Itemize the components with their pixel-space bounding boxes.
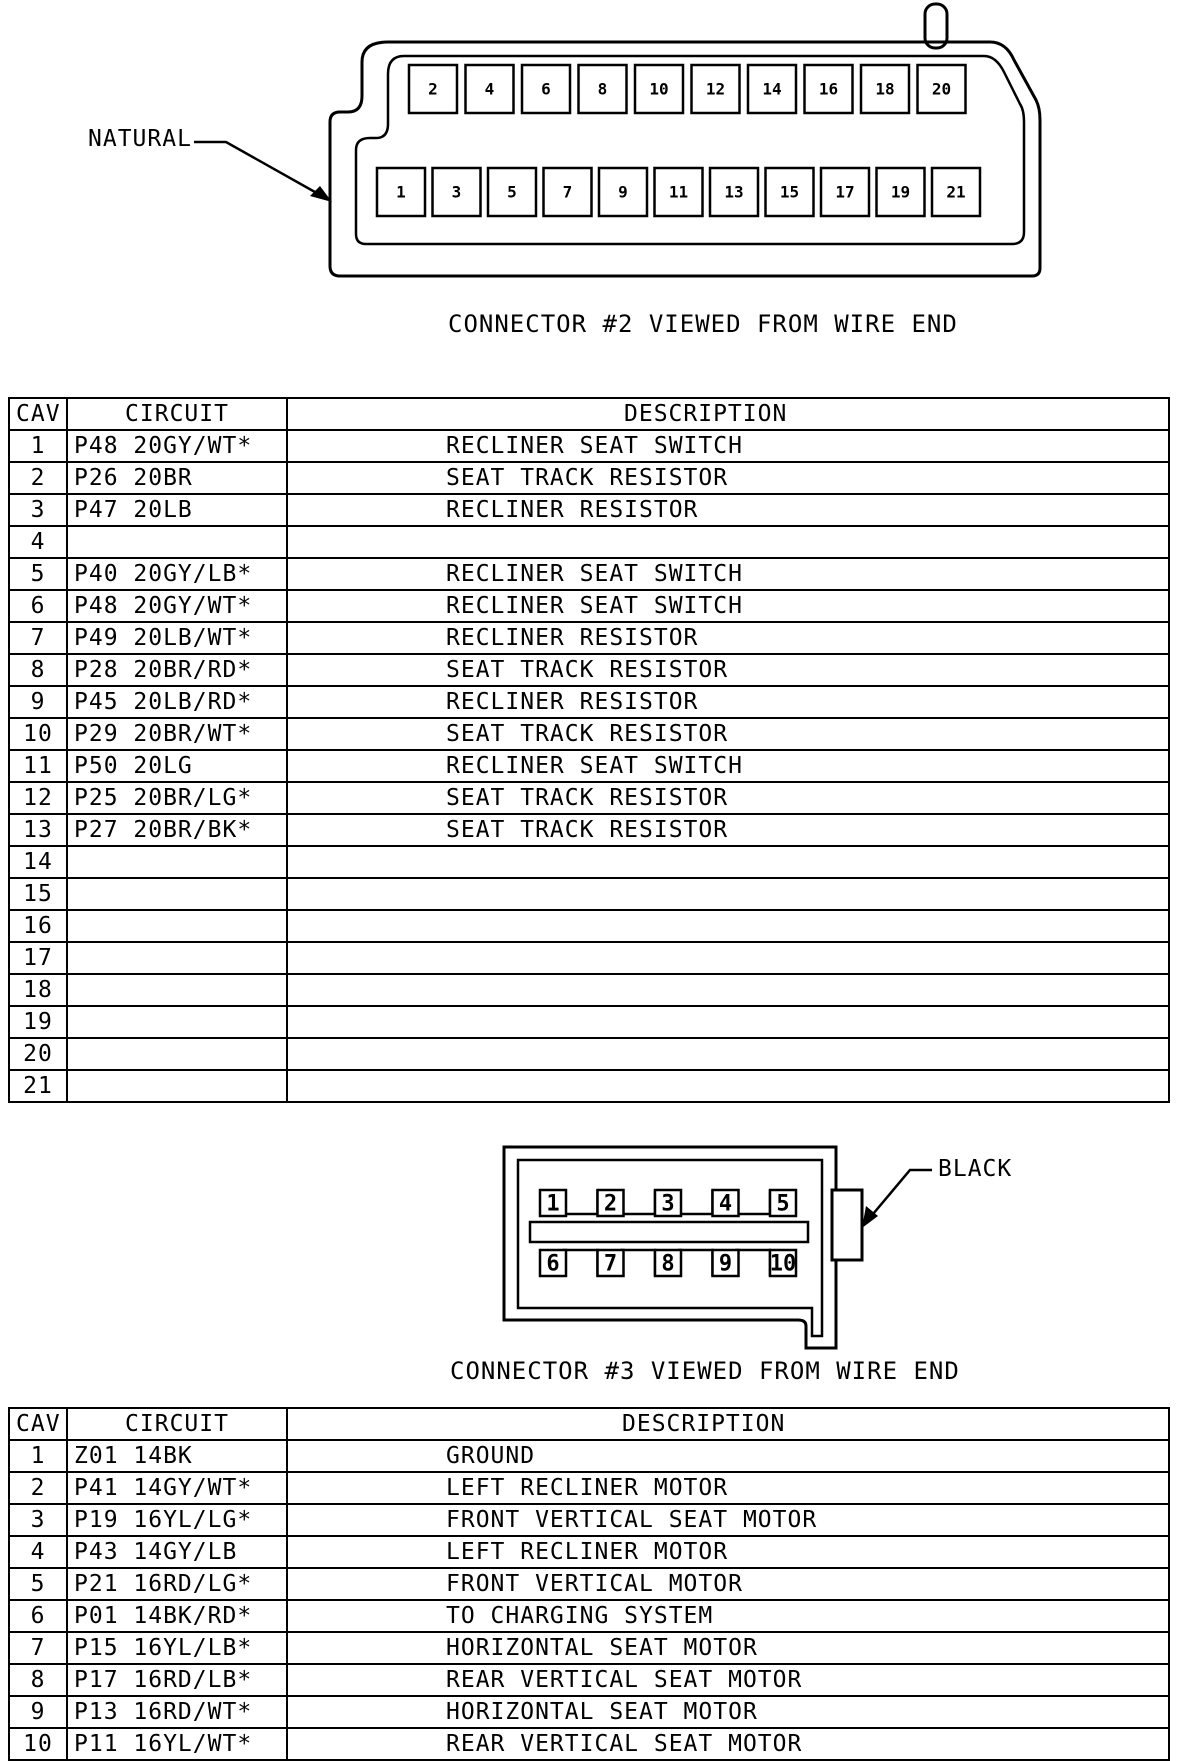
cavity-number: 1 (396, 182, 406, 202)
cavity-pin (466, 65, 514, 113)
natural-color-label: NATURAL (88, 126, 192, 152)
cavity-number: 6 (546, 1251, 560, 1277)
cav-cell: 4 (9, 526, 67, 558)
cavity-pin (655, 168, 703, 216)
description-cell: HORIZONTAL SEAT MOTOR (287, 1632, 1169, 1664)
cavity-pin (540, 1250, 566, 1277)
cavity-number: 20 (931, 79, 952, 99)
circuit-cell (67, 526, 287, 558)
cav-cell: 17 (9, 942, 67, 974)
cavity-pin (805, 65, 853, 113)
cav-cell: 11 (9, 750, 67, 782)
description-cell: REAR VERTICAL SEAT MOTOR (287, 1728, 1169, 1760)
circuit-cell: P50 20LG (67, 750, 287, 782)
description-cell: RECLINER SEAT SWITCH (287, 750, 1169, 782)
table-row (9, 1006, 1169, 1038)
cav-header: CAV (9, 398, 67, 430)
circuit-cell: P48 20GY/WT* (67, 590, 287, 622)
table-row (9, 654, 1169, 686)
natural-leader-arrow (194, 142, 322, 196)
description-cell: TO CHARGING SYSTEM (287, 1600, 1169, 1632)
cav-cell: 10 (9, 1728, 67, 1760)
connector-3-pinout-table (8, 1407, 1170, 1761)
cavity-pin (692, 65, 740, 113)
table-row (9, 814, 1169, 846)
description-cell: RECLINER RESISTOR (287, 494, 1169, 526)
cavity-pin (655, 1250, 681, 1277)
cavity-pin (770, 1250, 797, 1277)
table-row (9, 1070, 1169, 1102)
table-row (9, 1664, 1169, 1696)
table-row (9, 558, 1169, 590)
cavity-number: 17 (835, 182, 855, 202)
cavity-pin (655, 1190, 681, 1217)
cavity-number: 11 (668, 182, 689, 202)
description-cell (287, 878, 1169, 910)
description-header: DESCRIPTION (287, 1408, 1169, 1440)
circuit-cell (67, 1006, 287, 1038)
cavity-number: 10 (649, 79, 669, 99)
cavity-number: 21 (946, 182, 966, 202)
description-cell (287, 1006, 1169, 1038)
cavity-number: 13 (724, 182, 744, 202)
cavity-pin (932, 168, 980, 216)
cavity-pin (377, 168, 425, 216)
circuit-cell: P19 16YL/LG* (67, 1504, 287, 1536)
cav-cell: 4 (9, 1536, 67, 1568)
cav-cell: 5 (9, 558, 67, 590)
cavity-pin (488, 168, 536, 216)
circuit-cell: P28 20BR/RD* (67, 654, 287, 686)
circuit-cell (67, 1038, 287, 1070)
cav-cell: 1 (9, 430, 67, 462)
circuit-cell: P26 20BR (67, 462, 287, 494)
description-cell: RECLINER SEAT SWITCH (287, 430, 1169, 462)
table-row (9, 846, 1169, 878)
cav-cell: 10 (9, 718, 67, 750)
cavity-number: 9 (718, 1251, 733, 1277)
cav-cell: 20 (9, 1038, 67, 1070)
cavity-pin (598, 1190, 624, 1217)
description-cell: LEFT RECLINER MOTOR (287, 1536, 1169, 1568)
circuit-header: CIRCUIT (67, 1408, 287, 1440)
description-cell: LEFT RECLINER MOTOR (287, 1472, 1169, 1504)
cavity-number: 4 (718, 1191, 733, 1217)
connector-2-bottom-row-cavities (377, 168, 980, 216)
cavity-number: 5 (507, 182, 517, 202)
description-cell (287, 942, 1169, 974)
cavity-number: 3 (451, 182, 462, 202)
description-cell: SEAT TRACK RESISTOR (287, 654, 1169, 686)
cavity-number: 15 (779, 182, 800, 202)
cav-cell: 1 (9, 1440, 67, 1472)
circuit-header: CIRCUIT (67, 398, 287, 430)
cavity-pin (540, 1190, 566, 1217)
cavity-number: 6 (541, 79, 551, 99)
description-cell: SEAT TRACK RESISTOR (287, 782, 1169, 814)
cavity-pin (713, 1190, 739, 1217)
circuit-cell: P40 20GY/LB* (67, 558, 287, 590)
cav-cell: 19 (9, 1006, 67, 1038)
table-row (9, 1728, 1169, 1760)
table-row (9, 686, 1169, 718)
circuit-cell (67, 1070, 287, 1102)
table-row (9, 1504, 1169, 1536)
cavity-number: 4 (484, 79, 495, 99)
cavity-pin (599, 168, 647, 216)
table-row (9, 750, 1169, 782)
table-row (9, 494, 1169, 526)
description-cell: RECLINER SEAT SWITCH (287, 558, 1169, 590)
circuit-cell (67, 878, 287, 910)
circuit-cell (67, 846, 287, 878)
cavity-number: 8 (597, 79, 608, 99)
description-cell: FRONT VERTICAL SEAT MOTOR (287, 1504, 1169, 1536)
cavity-number: 8 (661, 1251, 675, 1277)
circuit-cell: P45 20LB/RD* (67, 686, 287, 718)
cav-cell: 3 (9, 1504, 67, 1536)
cavity-pin (748, 65, 796, 113)
table-row (9, 718, 1169, 750)
cavity-number: 1 (546, 1191, 560, 1217)
cav-cell: 2 (9, 462, 67, 494)
cav-cell: 7 (9, 1632, 67, 1664)
circuit-cell: P11 16YL/WT* (67, 1728, 287, 1760)
cavity-pin (544, 168, 592, 216)
cav-cell: 14 (9, 846, 67, 878)
cav-cell: 13 (9, 814, 67, 846)
cavity-number: 19 (890, 182, 911, 202)
cavity-number: 9 (618, 182, 628, 202)
description-cell: REAR VERTICAL SEAT MOTOR (287, 1664, 1169, 1696)
cavity-number: 16 (818, 79, 839, 99)
description-cell: GROUND (287, 1440, 1169, 1472)
circuit-cell: P41 14GY/WT* (67, 1472, 287, 1504)
connector-3-bottom-row-cavities (540, 1250, 796, 1277)
circuit-cell: P48 20GY/WT* (67, 430, 287, 462)
circuit-cell: P29 20BR/WT* (67, 718, 287, 750)
cav-cell: 9 (9, 1696, 67, 1728)
circuit-cell: P49 20LB/WT* (67, 622, 287, 654)
cavity-pin (713, 1250, 739, 1277)
description-cell: RECLINER RESISTOR (287, 622, 1169, 654)
cavity-pin (918, 65, 966, 113)
cavity-pin (579, 65, 627, 113)
cavity-number: 5 (776, 1191, 790, 1217)
cavity-number: 2 (428, 79, 438, 99)
cavity-number: 7 (603, 1251, 618, 1277)
circuit-cell: P47 20LB (67, 494, 287, 526)
cav-cell: 12 (9, 782, 67, 814)
cav-header: CAV (9, 1408, 67, 1440)
cav-cell: 9 (9, 686, 67, 718)
cavity-number: 12 (705, 79, 726, 99)
table-row (9, 1472, 1169, 1504)
circuit-cell: P15 16YL/LB* (67, 1632, 287, 1664)
description-cell (287, 526, 1169, 558)
cavity-number: 7 (562, 182, 573, 202)
table-row (9, 1600, 1169, 1632)
connector-2-caption: CONNECTOR #2 VIEWED FROM WIRE END (448, 310, 958, 338)
description-header: DESCRIPTION (287, 398, 1169, 430)
description-cell (287, 1038, 1169, 1070)
cav-cell: 15 (9, 878, 67, 910)
table-row (9, 462, 1169, 494)
cavity-pin (821, 168, 869, 216)
description-cell: SEAT TRACK RESISTOR (287, 462, 1169, 494)
cavity-pin (433, 168, 481, 216)
circuit-cell (67, 910, 287, 942)
cavity-pin (861, 65, 909, 113)
cav-cell: 7 (9, 622, 67, 654)
circuit-cell: P17 16RD/LB* (67, 1664, 287, 1696)
table-row (9, 910, 1169, 942)
circuit-cell: P13 16RD/WT* (67, 1696, 287, 1728)
table-row (9, 526, 1169, 558)
cav-cell: 16 (9, 910, 67, 942)
cav-cell: 21 (9, 1070, 67, 1102)
table-row (9, 1696, 1169, 1728)
cavity-pin (766, 168, 814, 216)
table-row (9, 1568, 1169, 1600)
black-color-label: BLACK (938, 1156, 1013, 1182)
cavity-pin (770, 1190, 796, 1217)
cavity-number: 2 (603, 1191, 618, 1217)
cavity-number: 18 (875, 79, 895, 99)
cavity-pin (877, 168, 925, 216)
table-row (9, 1632, 1169, 1664)
connector-3-top-row-cavities (540, 1190, 796, 1217)
cav-cell: 8 (9, 654, 67, 686)
circuit-cell: Z01 14BK (67, 1440, 287, 1472)
description-cell: RECLINER SEAT SWITCH (287, 590, 1169, 622)
table-row (9, 1536, 1169, 1568)
connector-2-top-row-cavities (409, 65, 966, 113)
cavity-pin (598, 1250, 624, 1277)
circuit-cell: P25 20BR/LG* (67, 782, 287, 814)
connector-2-pinout-table (8, 397, 1170, 1103)
description-cell (287, 910, 1169, 942)
circuit-cell (67, 942, 287, 974)
circuit-cell: P27 20BR/BK* (67, 814, 287, 846)
black-leader-arrow (868, 1170, 932, 1220)
table-row (9, 782, 1169, 814)
cavity-pin (710, 168, 758, 216)
cavity-pin (409, 65, 457, 113)
cav-cell: 6 (9, 590, 67, 622)
description-cell (287, 846, 1169, 878)
cavity-number: 14 (762, 79, 782, 99)
description-cell: FRONT VERTICAL MOTOR (287, 1568, 1169, 1600)
description-cell: SEAT TRACK RESISTOR (287, 814, 1169, 846)
cav-cell: 8 (9, 1664, 67, 1696)
cavity-pin (635, 65, 683, 113)
cav-cell: 5 (9, 1568, 67, 1600)
cav-cell: 2 (9, 1472, 67, 1504)
description-cell: HORIZONTAL SEAT MOTOR (287, 1696, 1169, 1728)
description-cell: RECLINER RESISTOR (287, 686, 1169, 718)
circuit-cell: P43 14GY/LB (67, 1536, 287, 1568)
table-row (9, 1440, 1169, 1472)
table-row (9, 878, 1169, 910)
cavity-number: 10 (769, 1251, 797, 1277)
cav-cell: 6 (9, 1600, 67, 1632)
description-cell (287, 974, 1169, 1006)
table-row (9, 622, 1169, 654)
cav-cell: 18 (9, 974, 67, 1006)
circuit-cell: P01 14BK/RD* (67, 1600, 287, 1632)
description-cell: SEAT TRACK RESISTOR (287, 718, 1169, 750)
cavity-pin (522, 65, 570, 113)
cav-cell: 3 (9, 494, 67, 526)
table-row (9, 974, 1169, 1006)
table-row (9, 942, 1169, 974)
circuit-cell: P21 16RD/LG* (67, 1568, 287, 1600)
cavity-number: 3 (661, 1191, 675, 1217)
table-row (9, 430, 1169, 462)
table-row (9, 1038, 1169, 1070)
connector-3-caption: CONNECTOR #3 VIEWED FROM WIRE END (450, 1357, 960, 1385)
circuit-cell (67, 974, 287, 1006)
description-cell (287, 1070, 1169, 1102)
table-row (9, 590, 1169, 622)
